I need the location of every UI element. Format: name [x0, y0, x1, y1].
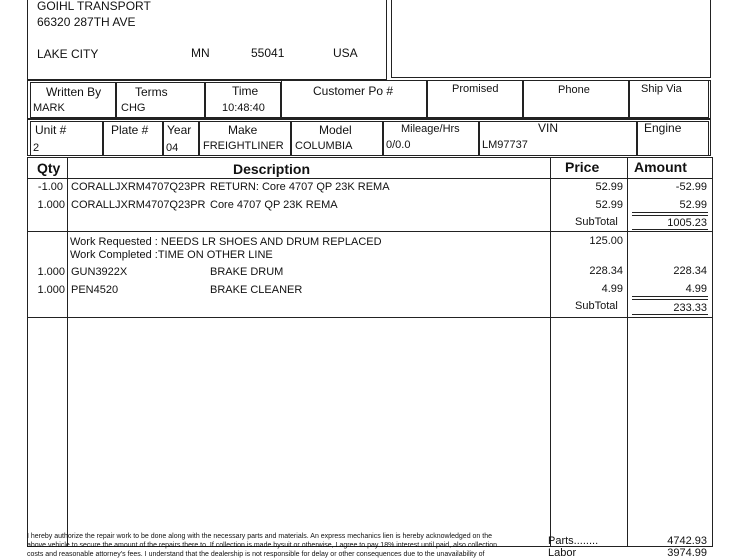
- phone-label: Phone: [558, 84, 590, 96]
- terms-label: Terms: [135, 85, 168, 99]
- make-label: Make: [228, 123, 258, 137]
- customer-street: 66320 287TH AVE: [37, 15, 136, 29]
- ship-via-label: Ship Via: [641, 83, 682, 95]
- written-by-value: MARK: [33, 102, 65, 114]
- customer-city: LAKE CITY: [37, 47, 99, 61]
- subtotal-label: SubTotal: [575, 300, 618, 312]
- line-price: 4.99: [601, 283, 623, 295]
- time-value: 10:48:40: [222, 102, 265, 114]
- model-label: Model: [319, 123, 352, 137]
- promised-label: Promised: [452, 83, 499, 95]
- line-part-number: GUN3922X: [71, 266, 128, 278]
- description-header: Description: [233, 161, 311, 177]
- subtotal-bottom-rule: [632, 314, 708, 315]
- subtotal-top-rule: [632, 215, 708, 216]
- subtotal-label: SubTotal: [575, 216, 618, 228]
- labor-price: 125.00: [589, 235, 623, 247]
- line-price: 228.34: [589, 265, 623, 277]
- amount-header: Amount: [634, 159, 687, 175]
- authorization-text-line2: above vehicle to secure the amount of the repairs there to. If collection is made bysuit or otherwise, I agree to pay 18% interest until paid, also collection: [27, 542, 498, 549]
- line-part-number: PEN4520: [71, 284, 119, 296]
- line-part-number: CORALLJXRM4707Q23PR: [71, 199, 206, 211]
- subtotal-value: 1005.23: [667, 217, 707, 229]
- qty-header: Qty: [37, 160, 61, 176]
- line-description: RETURN: Core 4707 QP 23K REMA: [210, 181, 390, 193]
- authorization-text-line1: I hereby authorize the repair work to be done along with the necessary parts and materials. An express mechanics lien is hereby acknowledged on the: [27, 533, 492, 540]
- line-amount: -52.99: [675, 181, 707, 193]
- line-amount: 4.99: [685, 283, 707, 295]
- line-qty: -1.00: [37, 181, 63, 193]
- qty-column-divider: [67, 158, 68, 547]
- customer-state: MN: [191, 46, 210, 60]
- price-header: Price: [565, 159, 600, 175]
- unit-value: 2: [33, 142, 40, 154]
- engine-label: Engine: [644, 121, 682, 135]
- labor-total-value: 3974.99: [667, 547, 707, 559]
- plate-label: Plate #: [111, 123, 149, 137]
- customer-zip: 55041: [251, 46, 285, 60]
- section2-divider: [27, 317, 713, 318]
- line-description: Core 4707 QP 23K REMA: [210, 199, 338, 211]
- subtotal-value: 233.33: [673, 302, 707, 314]
- price-column-divider: [627, 158, 628, 547]
- line-part-number: CORALLJXRM4707Q23PR: [71, 181, 206, 193]
- line-description: BRAKE CLEANER: [210, 284, 303, 296]
- unit-label: Unit #: [35, 123, 67, 137]
- terms-value: CHG: [121, 102, 146, 114]
- customer-po-label: Customer Po #: [313, 84, 394, 98]
- model-value: COLUMBIA: [295, 140, 353, 152]
- vin-label: VIN: [538, 121, 559, 135]
- customer-name: GOIHL TRANSPORT: [37, 0, 151, 13]
- line-price: 52.99: [595, 181, 623, 193]
- vin-value: LM97737: [482, 139, 528, 151]
- make-value: FREIGHTLINER: [203, 140, 284, 152]
- line-qty: 1.000: [37, 284, 65, 296]
- work-completed: Work Completed :TIME ON OTHER LINE: [70, 249, 273, 261]
- ship-to-box: [391, 0, 711, 78]
- year-value: 04: [166, 142, 179, 154]
- mileage-label: Mileage/Hrs: [401, 123, 460, 135]
- written-by-label: Written By: [46, 85, 102, 99]
- header-divider: [27, 178, 713, 179]
- amount-underline: [632, 212, 708, 213]
- description-column-divider: [550, 158, 551, 547]
- authorization-text-line3: costs and reasonable attorney's fees. I understand that the dealership is not responsible for delay or other consequences due to the unavailability of: [27, 551, 485, 558]
- labor-total-label: Labor: [548, 547, 577, 559]
- line-description: BRAKE DRUM: [210, 266, 284, 278]
- customer-country: USA: [333, 46, 358, 60]
- year-label: Year: [167, 123, 192, 137]
- work-requested: Work Requested : NEEDS LR SHOES AND DRUM REPLACED: [70, 236, 382, 248]
- line-qty: 1.000: [37, 199, 65, 211]
- section1-divider: [27, 231, 713, 232]
- amount-underline: [632, 296, 708, 297]
- subtotal-bottom-rule: [632, 229, 708, 230]
- time-label: Time: [232, 84, 259, 98]
- line-price: 52.99: [595, 199, 623, 211]
- parts-total-value: 4742.93: [667, 535, 707, 547]
- parts-total-label: Parts........: [548, 535, 599, 547]
- line-qty: 1.000: [37, 266, 65, 278]
- line-amount: 228.34: [673, 265, 707, 277]
- subtotal-top-rule: [632, 299, 708, 300]
- mileage-value: 0/0.0: [386, 139, 411, 151]
- line-amount: 52.99: [679, 199, 707, 211]
